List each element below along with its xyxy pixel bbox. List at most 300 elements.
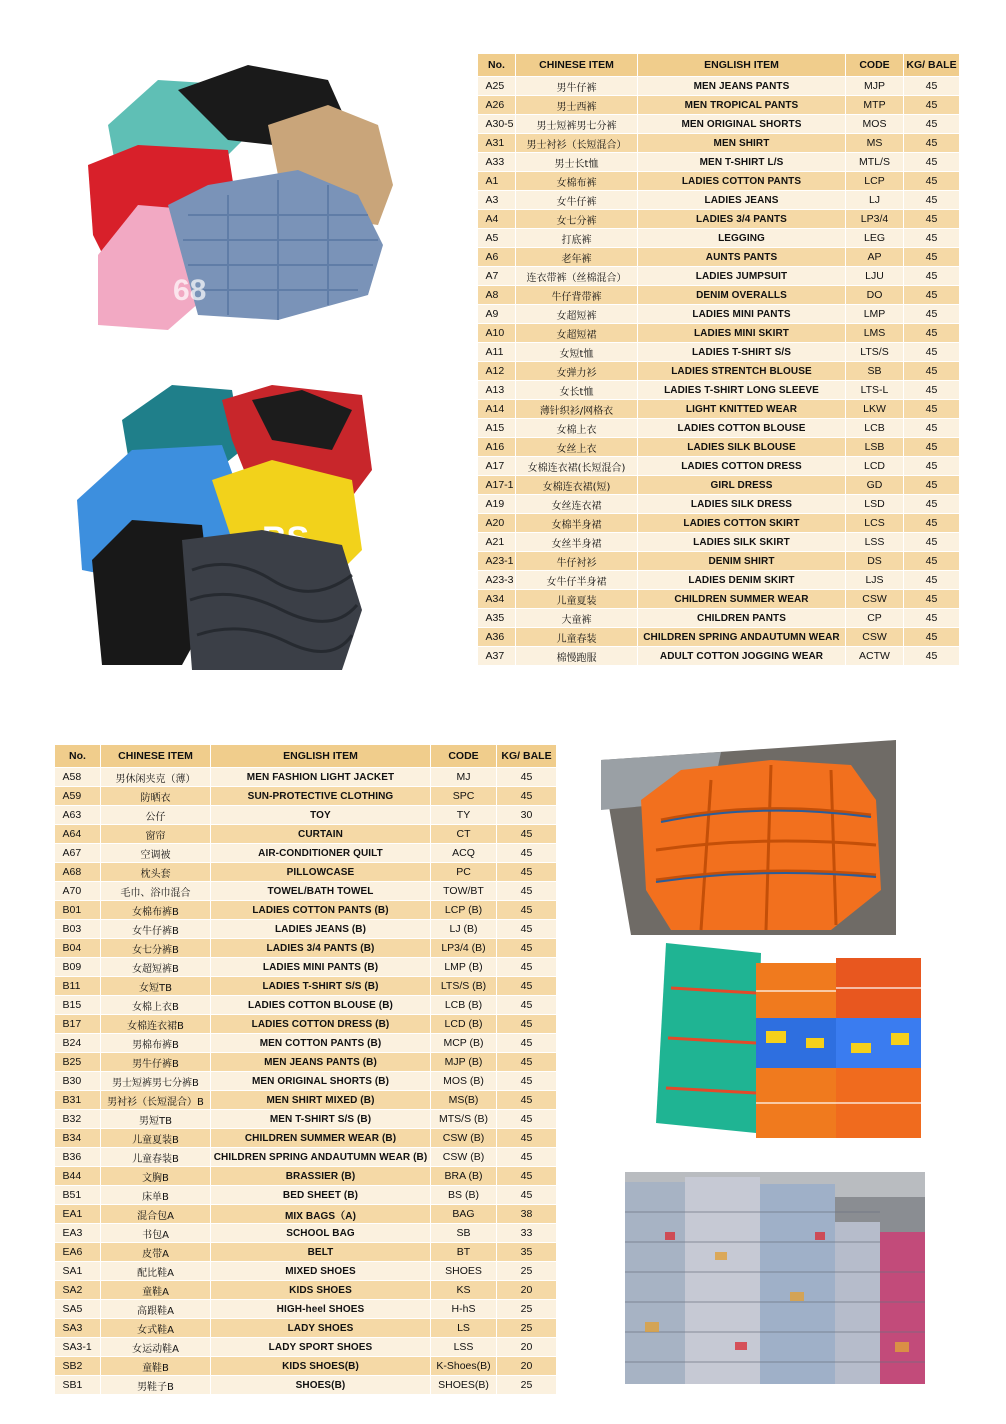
cell-no: A10 <box>478 324 516 343</box>
cell-chinese-item: 男鞋子B <box>101 1376 211 1395</box>
cell-kg-bale: 45 <box>904 191 960 210</box>
cell-code: BRA (B) <box>431 1167 497 1186</box>
cell-kg-bale: 45 <box>904 362 960 381</box>
cell-chinese-item: 男牛仔裤B <box>101 1053 211 1072</box>
cell-kg-bale: 45 <box>904 267 960 286</box>
cell-no: B51 <box>55 1186 101 1205</box>
cell-no: EA1 <box>55 1205 101 1224</box>
cell-kg-bale: 45 <box>497 1034 557 1053</box>
col-header-english-item: ENGLISH ITEM <box>211 745 431 768</box>
cell-kg-bale: 45 <box>904 495 960 514</box>
cell-chinese-item: 女棉布裤 <box>516 172 638 191</box>
bottom-product-table <box>54 744 557 1395</box>
cell-kg-bale: 45 <box>497 1015 557 1034</box>
cell-chinese-item: 女丝连衣裙 <box>516 495 638 514</box>
cell-no: A70 <box>55 882 101 901</box>
cell-kg-bale: 45 <box>497 1186 557 1205</box>
cell-no: SB1 <box>55 1376 101 1395</box>
table-row <box>478 210 960 229</box>
table-row <box>478 381 960 400</box>
cell-code: CT <box>431 825 497 844</box>
cell-english-item: AIR-CONDITIONER QUILT <box>211 844 431 863</box>
table-row <box>478 647 960 666</box>
cell-english-item: CHILDREN PANTS <box>638 609 846 628</box>
cell-code: SB <box>846 362 904 381</box>
cell-no: A7 <box>478 267 516 286</box>
cell-chinese-item: 男士衬衫（长短混合） <box>516 134 638 153</box>
cell-chinese-item: 女短TB <box>101 977 211 996</box>
cell-kg-bale: 45 <box>904 324 960 343</box>
cell-chinese-item: 女丝上衣 <box>516 438 638 457</box>
table-row <box>478 628 960 647</box>
table-row <box>55 1319 557 1338</box>
table-row <box>478 495 960 514</box>
cell-kg-bale: 45 <box>497 863 557 882</box>
cell-code: LJ (B) <box>431 920 497 939</box>
cell-code: LTS-L <box>846 381 904 400</box>
cell-chinese-item: 女棉连衣裙(短) <box>516 476 638 495</box>
cell-chinese-item: 牛仔衬衫 <box>516 552 638 571</box>
cell-code: LS <box>431 1319 497 1338</box>
cell-english-item: MEN JEANS PANTS <box>638 77 846 96</box>
cell-code: SHOES <box>431 1262 497 1281</box>
cell-code: H-hS <box>431 1300 497 1319</box>
table-row <box>478 362 960 381</box>
cell-no: A34 <box>478 590 516 609</box>
table-row <box>55 1300 557 1319</box>
cell-kg-bale: 45 <box>497 939 557 958</box>
cell-kg-bale: 45 <box>497 825 557 844</box>
cell-english-item: LADY SPORT SHOES <box>211 1338 431 1357</box>
cell-english-item: MEN T-SHIRT L/S <box>638 153 846 172</box>
cell-english-item: LADIES COTTON PANTS (B) <box>211 901 431 920</box>
cell-english-item: LADIES COTTON DRESS <box>638 457 846 476</box>
cell-no: A36 <box>478 628 516 647</box>
table-row <box>55 844 557 863</box>
tshirts-photo <box>78 55 400 333</box>
cell-code: TOW/BT <box>431 882 497 901</box>
cell-code: LP3/4 (B) <box>431 939 497 958</box>
cell-chinese-item: 女短t恤 <box>516 343 638 362</box>
cell-chinese-item: 棉慢跑服 <box>516 647 638 666</box>
cell-no: B04 <box>55 939 101 958</box>
cell-code: LCP <box>846 172 904 191</box>
cell-code: DO <box>846 286 904 305</box>
cell-no: A15 <box>478 419 516 438</box>
table-row <box>55 1110 557 1129</box>
table-row <box>478 438 960 457</box>
table-row <box>55 768 557 787</box>
cell-no: B24 <box>55 1034 101 1053</box>
cell-no: B11 <box>55 977 101 996</box>
cell-chinese-item: 文胸B <box>101 1167 211 1186</box>
cell-english-item: BED SHEET (B) <box>211 1186 431 1205</box>
cell-english-item: MEN T-SHIRT S/S (B) <box>211 1110 431 1129</box>
jackets-photo <box>72 380 372 670</box>
table-header-row <box>478 54 960 77</box>
cell-english-item: MEN ORIGINAL SHORTS <box>638 115 846 134</box>
table-row <box>55 825 557 844</box>
cell-no: A35 <box>478 609 516 628</box>
cell-no: B44 <box>55 1167 101 1186</box>
cell-chinese-item: 女超短裤 <box>516 305 638 324</box>
cell-no: A14 <box>478 400 516 419</box>
cell-english-item: AUNTS PANTS <box>638 248 846 267</box>
cell-english-item: MEN ORIGINAL SHORTS (B) <box>211 1072 431 1091</box>
col-header-code: CODE <box>431 745 497 768</box>
table-row <box>55 1129 557 1148</box>
cell-chinese-item: 儿童春装 <box>516 628 638 647</box>
cell-chinese-item: 大童裤 <box>516 609 638 628</box>
cell-code: MOS (B) <box>431 1072 497 1091</box>
bottom-table-body <box>55 768 557 1395</box>
cell-english-item: CURTAIN <box>211 825 431 844</box>
table-row <box>55 1167 557 1186</box>
table-row <box>478 172 960 191</box>
table-row <box>478 533 960 552</box>
cell-english-item: LADIES COTTON PANTS <box>638 172 846 191</box>
cell-code: LEG <box>846 229 904 248</box>
cell-kg-bale: 30 <box>497 806 557 825</box>
table-row <box>478 77 960 96</box>
cell-code: LMP (B) <box>431 958 497 977</box>
cell-english-item: GIRL DRESS <box>638 476 846 495</box>
table-row <box>55 1243 557 1262</box>
table-row <box>478 96 960 115</box>
table-row <box>55 1376 557 1395</box>
cell-no: A11 <box>478 343 516 362</box>
cell-chinese-item: 男士长t恤 <box>516 153 638 172</box>
cell-chinese-item: 儿童夏装B <box>101 1129 211 1148</box>
cell-chinese-item: 空调被 <box>101 844 211 863</box>
cell-code: SHOES(B) <box>431 1376 497 1395</box>
cell-no: A58 <box>55 768 101 787</box>
cell-english-item: LADIES COTTON SKIRT <box>638 514 846 533</box>
table-row <box>478 153 960 172</box>
cell-english-item: HIGH-heel SHOES <box>211 1300 431 1319</box>
cell-kg-bale: 45 <box>904 77 960 96</box>
cell-no: A13 <box>478 381 516 400</box>
cell-chinese-item: 毛巾、浴巾混合 <box>101 882 211 901</box>
cell-code: PC <box>431 863 497 882</box>
cell-code: GD <box>846 476 904 495</box>
cell-english-item: LADIES COTTON DRESS (B) <box>211 1015 431 1034</box>
table-row <box>478 571 960 590</box>
cell-english-item: LADIES DENIM SKIRT <box>638 571 846 590</box>
table-row <box>55 882 557 901</box>
cell-kg-bale: 45 <box>904 590 960 609</box>
cell-english-item: MIX BAGS（A) <box>211 1205 431 1224</box>
cell-code: SPC <box>431 787 497 806</box>
cell-no: A26 <box>478 96 516 115</box>
cell-code: LJ <box>846 191 904 210</box>
cell-code: LMP <box>846 305 904 324</box>
cell-chinese-item: 窗帘 <box>101 825 211 844</box>
table-row <box>478 267 960 286</box>
table-row <box>478 115 960 134</box>
cell-kg-bale: 45 <box>497 958 557 977</box>
cell-kg-bale: 45 <box>904 172 960 191</box>
cell-english-item: KIDS SHOES <box>211 1281 431 1300</box>
cell-english-item: DENIM OVERALLS <box>638 286 846 305</box>
cell-chinese-item: 男棉布裤B <box>101 1034 211 1053</box>
cell-kg-bale: 25 <box>497 1300 557 1319</box>
col-header-kg-bale: KG/ BALE <box>497 745 557 768</box>
colorful-bales-illustration <box>656 943 930 1151</box>
cell-no: A20 <box>478 514 516 533</box>
svg-text:68: 68 <box>173 274 207 307</box>
cell-chinese-item: 女超短裙 <box>516 324 638 343</box>
cell-code: BAG <box>431 1205 497 1224</box>
cell-no: B36 <box>55 1148 101 1167</box>
cell-kg-bale: 45 <box>497 768 557 787</box>
cell-kg-bale: 25 <box>497 1262 557 1281</box>
table-row <box>55 1053 557 1072</box>
table-row <box>478 609 960 628</box>
cell-code: LCD <box>846 457 904 476</box>
cell-kg-bale: 45 <box>904 628 960 647</box>
cell-chinese-item: 女运动鞋A <box>101 1338 211 1357</box>
table-row <box>55 1072 557 1091</box>
col-header-english-item: ENGLISH ITEM <box>638 54 846 77</box>
table-row <box>478 134 960 153</box>
cell-english-item: LADIES MINI PANTS <box>638 305 846 324</box>
cell-chinese-item: 皮带A <box>101 1243 211 1262</box>
cell-chinese-item: 女棉布裤B <box>101 901 211 920</box>
cell-chinese-item: 女牛仔裤 <box>516 191 638 210</box>
cell-no: A5 <box>478 229 516 248</box>
table-row <box>55 1148 557 1167</box>
cell-code: MOS <box>846 115 904 134</box>
cell-kg-bale: 45 <box>497 920 557 939</box>
table-row <box>478 229 960 248</box>
cell-no: A1 <box>478 172 516 191</box>
cell-chinese-item: 防晒衣 <box>101 787 211 806</box>
table-row <box>478 419 960 438</box>
cell-kg-bale: 45 <box>497 882 557 901</box>
cell-no: A4 <box>478 210 516 229</box>
cell-chinese-item: 男短TB <box>101 1110 211 1129</box>
cell-kg-bale: 45 <box>497 977 557 996</box>
cell-kg-bale: 45 <box>904 647 960 666</box>
cell-kg-bale: 45 <box>497 1072 557 1091</box>
table-header-row <box>55 745 557 768</box>
cell-chinese-item: 女棉上衣B <box>101 996 211 1015</box>
cell-code: MJP (B) <box>431 1053 497 1072</box>
cell-kg-bale: 45 <box>497 1167 557 1186</box>
table-row <box>478 324 960 343</box>
cell-no: SB2 <box>55 1357 101 1376</box>
table-row <box>55 901 557 920</box>
cell-code: KS <box>431 1281 497 1300</box>
cell-code: CSW (B) <box>431 1129 497 1148</box>
table-row <box>55 1015 557 1034</box>
cell-english-item: LADIES JUMPSUIT <box>638 267 846 286</box>
cell-kg-bale: 45 <box>904 286 960 305</box>
cell-no: A9 <box>478 305 516 324</box>
cell-english-item: MEN JEANS PANTS (B) <box>211 1053 431 1072</box>
cell-chinese-item: 女牛仔裤B <box>101 920 211 939</box>
cell-code: LKW <box>846 400 904 419</box>
table-row <box>478 400 960 419</box>
cell-kg-bale: 25 <box>497 1376 557 1395</box>
col-header-no: No. <box>478 54 516 77</box>
cell-english-item: LADIES 3/4 PANTS <box>638 210 846 229</box>
cell-no: EA6 <box>55 1243 101 1262</box>
cell-english-item: CHILDREN SUMMER WEAR (B) <box>211 1129 431 1148</box>
cell-no: B17 <box>55 1015 101 1034</box>
cell-no: A37 <box>478 647 516 666</box>
cell-kg-bale: 45 <box>497 1110 557 1129</box>
cell-kg-bale: 45 <box>497 1091 557 1110</box>
cell-kg-bale: 45 <box>904 381 960 400</box>
cell-code: MTS/S (B) <box>431 1110 497 1129</box>
cell-english-item: CHILDREN SUMMER WEAR <box>638 590 846 609</box>
cell-code: LCD (B) <box>431 1015 497 1034</box>
cell-english-item: BRASSIER (B) <box>211 1167 431 1186</box>
cell-kg-bale: 45 <box>497 1053 557 1072</box>
cell-no: A68 <box>55 863 101 882</box>
col-header-chinese-item: CHINESE ITEM <box>516 54 638 77</box>
cell-chinese-item: 儿童夏装 <box>516 590 638 609</box>
cell-code: CSW (B) <box>431 1148 497 1167</box>
table-row <box>55 806 557 825</box>
cell-code: MS(B) <box>431 1091 497 1110</box>
table-row <box>55 1281 557 1300</box>
cell-no: A6 <box>478 248 516 267</box>
cell-english-item: LADIES MINI PANTS (B) <box>211 958 431 977</box>
table-row <box>478 343 960 362</box>
cell-kg-bale: 45 <box>904 438 960 457</box>
cell-no: A23-3 <box>478 571 516 590</box>
cell-kg-bale: 45 <box>904 115 960 134</box>
cell-no: B31 <box>55 1091 101 1110</box>
cell-kg-bale: 20 <box>497 1338 557 1357</box>
cell-english-item: LADIES 3/4 PANTS (B) <box>211 939 431 958</box>
cell-english-item: ADULT COTTON JOGGING WEAR <box>638 647 846 666</box>
cell-kg-bale: 45 <box>497 901 557 920</box>
cell-code: TY <box>431 806 497 825</box>
cell-chinese-item: 牛仔背带裤 <box>516 286 638 305</box>
table-row <box>55 1091 557 1110</box>
cell-code: LJU <box>846 267 904 286</box>
cell-code: LCB (B) <box>431 996 497 1015</box>
cell-code: CP <box>846 609 904 628</box>
cell-chinese-item: 女棉连衣裙(长短混合) <box>516 457 638 476</box>
cell-chinese-item: 男牛仔裤 <box>516 77 638 96</box>
table-row <box>478 552 960 571</box>
cell-no: SA1 <box>55 1262 101 1281</box>
table-row <box>55 1205 557 1224</box>
col-header-chinese-item: CHINESE ITEM <box>101 745 211 768</box>
cell-kg-bale: 45 <box>904 419 960 438</box>
cell-no: A8 <box>478 286 516 305</box>
cell-english-item: CHILDREN SPRING ANDAUTUMN WEAR <box>638 628 846 647</box>
cell-code: ACTW <box>846 647 904 666</box>
cell-english-item: PILLOWCASE <box>211 863 431 882</box>
cell-kg-bale: 45 <box>904 400 960 419</box>
warehouse-illustration <box>625 1172 925 1384</box>
cell-english-item: BELT <box>211 1243 431 1262</box>
cell-no: B25 <box>55 1053 101 1072</box>
cell-no: B34 <box>55 1129 101 1148</box>
cell-kg-bale: 45 <box>904 305 960 324</box>
cell-no: B15 <box>55 996 101 1015</box>
cell-kg-bale: 45 <box>497 844 557 863</box>
cell-kg-bale: 38 <box>497 1205 557 1224</box>
cell-code: CSW <box>846 590 904 609</box>
cell-english-item: LADIES STRENTCH BLOUSE <box>638 362 846 381</box>
cell-english-item: LIGHT KNITTED WEAR <box>638 400 846 419</box>
cell-kg-bale: 20 <box>497 1281 557 1300</box>
warehouse-photo <box>625 1172 925 1384</box>
cell-no: A30-5 <box>478 115 516 134</box>
cell-kg-bale: 45 <box>904 609 960 628</box>
cell-chinese-item: 打底裤 <box>516 229 638 248</box>
table-row <box>55 1224 557 1243</box>
cell-code: MJ <box>431 768 497 787</box>
cell-no: SA2 <box>55 1281 101 1300</box>
table-row <box>478 514 960 533</box>
cell-code: BT <box>431 1243 497 1262</box>
cell-english-item: LADIES SILK DRESS <box>638 495 846 514</box>
cell-code: LCB <box>846 419 904 438</box>
cell-code: BS (B) <box>431 1186 497 1205</box>
cell-chinese-item: 枕头套 <box>101 863 211 882</box>
table-row <box>55 920 557 939</box>
cell-no: A12 <box>478 362 516 381</box>
cell-code: LP3/4 <box>846 210 904 229</box>
cell-code: LTS/S <box>846 343 904 362</box>
top-table-body <box>478 77 960 666</box>
cell-english-item: MEN TROPICAL PANTS <box>638 96 846 115</box>
table-row <box>55 787 557 806</box>
cell-no: B03 <box>55 920 101 939</box>
cell-english-item: LADIES T-SHIRT S/S <box>638 343 846 362</box>
cell-kg-bale: 45 <box>497 1148 557 1167</box>
cell-chinese-item: 童鞋A <box>101 1281 211 1300</box>
cell-english-item: MEN SHIRT MIXED (B) <box>211 1091 431 1110</box>
cell-no: A31 <box>478 134 516 153</box>
table-row <box>55 1034 557 1053</box>
table-row <box>55 863 557 882</box>
cell-english-item: KIDS SHOES(B) <box>211 1357 431 1376</box>
cell-english-item: SUN-PROTECTIVE CLOTHING <box>211 787 431 806</box>
table-row <box>55 958 557 977</box>
cell-chinese-item: 连衣带裤（丝棉混合） <box>516 267 638 286</box>
cell-kg-bale: 20 <box>497 1357 557 1376</box>
cell-english-item: LADIES JEANS <box>638 191 846 210</box>
cell-chinese-item: 配比鞋A <box>101 1262 211 1281</box>
cell-chinese-item: 女丝半身裙 <box>516 533 638 552</box>
cell-no: B09 <box>55 958 101 977</box>
cell-english-item: LADIES SILK SKIRT <box>638 533 846 552</box>
table-row <box>478 590 960 609</box>
cell-english-item: LEGGING <box>638 229 846 248</box>
cell-code: LCP (B) <box>431 901 497 920</box>
col-header-no: No. <box>55 745 101 768</box>
cell-kg-bale: 45 <box>904 248 960 267</box>
cell-no: A3 <box>478 191 516 210</box>
cell-chinese-item: 儿童春装B <box>101 1148 211 1167</box>
cell-chinese-item: 公仔 <box>101 806 211 825</box>
cell-kg-bale: 45 <box>904 571 960 590</box>
cell-code: CSW <box>846 628 904 647</box>
table-row <box>478 286 960 305</box>
cell-english-item: LADIES T-SHIRT S/S (B) <box>211 977 431 996</box>
cell-english-item: SHOES(B) <box>211 1376 431 1395</box>
cell-english-item: MIXED SHOES <box>211 1262 431 1281</box>
